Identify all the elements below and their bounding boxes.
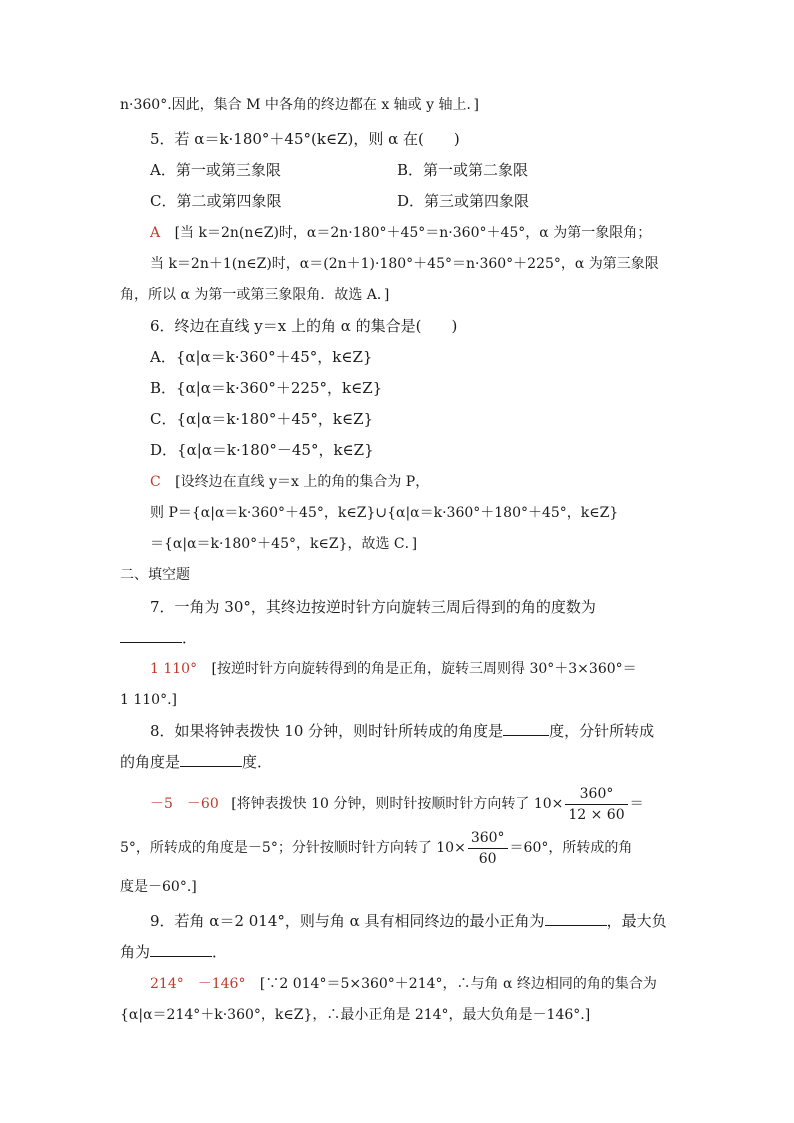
q9-answer-text-1: [∵2 014°＝5×360°＋214°，∴与角 α 终边相同的角的集合为 <box>259 976 657 992</box>
q6-answer-line-1 <box>150 472 429 492</box>
q6-option-c: C．{α|α＝k·180°＋45°，k∈Z} <box>150 410 374 428</box>
question-8-text-2: 度，分针所转成 <box>549 722 655 740</box>
q6-option-a: A．{α|α＝k·360°＋45°，k∈Z} <box>150 348 373 366</box>
answer-blank <box>120 628 182 643</box>
q8-answer-text-3: 5°，所转成的角度是－5°；分针按顺时针方向转了 10× <box>120 840 466 856</box>
question-9-line-1 <box>150 911 667 931</box>
q6-answer-letter: C <box>150 474 161 490</box>
q5-option-d: D．第三或第四象限 <box>397 192 530 210</box>
question-6: 6．终边在直线 y＝x 上的角 α 的集合是( ) <box>150 317 458 335</box>
q5-answer-line-3: 角，所以 α 为第一或第三象限角．故选 A．] <box>120 287 390 303</box>
q9-answer-value: 214° －146° <box>150 976 246 992</box>
question-8-text-3: 的角度是 <box>120 753 181 771</box>
question-8-line-1 <box>150 721 654 741</box>
fraction-denominator: 60 <box>478 850 497 867</box>
q7-answer-value: 1 110° <box>150 661 198 677</box>
q6-option-d: D．{α|α＝k·180°－45°，k∈Z} <box>150 441 374 459</box>
q6-answer-line-2: 则 P＝{α|α＝k·360°＋45°，k∈Z}∪{α|α＝k·360°＋180°＋45°，k∈Z} <box>150 505 619 521</box>
q7-answer-text-1: [按逆时针方向旋转得到的角是正角，旋转三周则得 30°＋3×360°＝ <box>211 661 637 677</box>
fraction-denominator: 12 × 60 <box>568 806 625 823</box>
q8-answer-text-1: [将钟表拨快 10 分钟，则时针按顺时针方向转了 10× <box>231 796 564 812</box>
q5-answer-line-2: 当 k＝2n＋1(n∈Z)时，α＝(2n＋1)·180°＋45°＝n·360°＋225°，α 为第三象限 <box>150 256 659 272</box>
q5-option-a: A．第一或第三象限 <box>150 161 281 179</box>
q5-answer-text-1: [当 k＝2n(n∈Z)时，α＝2n·180°＋45°＝n·360°＋45°，α 为第一象限角； <box>174 225 652 241</box>
q9-answer-line-2: {α|α＝214°＋k·360°，k∈Z}，∴最小正角是 214°，最大负角是－146°.] <box>120 1007 591 1023</box>
q8-answer-value: －5 －60 <box>150 796 219 812</box>
fraction-numerator: 360° <box>468 829 508 849</box>
answer-blank <box>150 942 212 957</box>
fraction-numerator: 360° <box>565 785 627 805</box>
fraction-360-over-60 <box>468 829 508 868</box>
section-heading-fill-in: 二、填空题 <box>120 567 190 583</box>
q5-answer-line-1 <box>150 223 651 243</box>
q5-option-b: B．第一或第二象限 <box>397 161 529 179</box>
answer-blank <box>503 721 549 736</box>
continuation-text: n·360°.因此，集合 M 中各角的终边都在 x 轴或 y 轴上．] <box>120 97 479 113</box>
question-8-line-2 <box>120 752 272 772</box>
q7-answer-line-2: 1 110°.] <box>120 692 177 708</box>
q8-answer-line-3: 度是－60°.] <box>120 879 197 895</box>
q6-answer-text-1: [设终边在直线 y＝x 上的角的集合为 P， <box>175 474 430 490</box>
question-9-text-2: ，最大负 <box>606 912 667 930</box>
q5-option-c: C．第二或第四象限 <box>150 192 282 210</box>
question-9-text-1: 9．若角 α＝2 014°，则与角 α 具有相同终边的最小正角为 <box>150 912 545 930</box>
q8-answer-text-4: ＝60°，所转成的角 <box>509 840 633 856</box>
answer-blank <box>545 911 607 926</box>
question-7-blank-line <box>120 628 197 648</box>
q7-answer-line-1 <box>150 659 637 679</box>
question-9-line-2 <box>120 942 227 962</box>
question-9-text-3: 角为 <box>120 943 151 961</box>
q8-answer-line-2 <box>120 826 632 870</box>
question-7-end: ． <box>182 629 198 647</box>
question-5: 5．若 α＝k·180°＋45°(k∈Z)，则 α 在( ) <box>150 130 460 148</box>
question-9-text-4: ． <box>212 943 228 961</box>
q9-answer-line-1 <box>150 974 657 994</box>
question-7: 7．一角为 30°，其终边按逆时针方向旋转三周后得到的角的度数为 <box>150 598 596 616</box>
q6-option-b: B．{α|α＝k·360°＋225°，k∈Z} <box>150 379 383 397</box>
q5-answer-letter: A <box>150 225 161 241</box>
q6-answer-line-3: ＝{α|α＝k·180°＋45°，k∈Z}，故选 C．] <box>150 536 418 552</box>
q8-answer-line-1 <box>150 782 644 826</box>
answer-blank <box>180 752 242 767</box>
q8-answer-text-2: ＝ <box>629 796 644 812</box>
question-8-text-1: 8．如果将钟表拨快 10 分钟，则时针所转成的角度是 <box>150 722 504 740</box>
question-8-text-4: 度． <box>242 753 273 771</box>
fraction-360-over-12x60 <box>565 785 627 824</box>
